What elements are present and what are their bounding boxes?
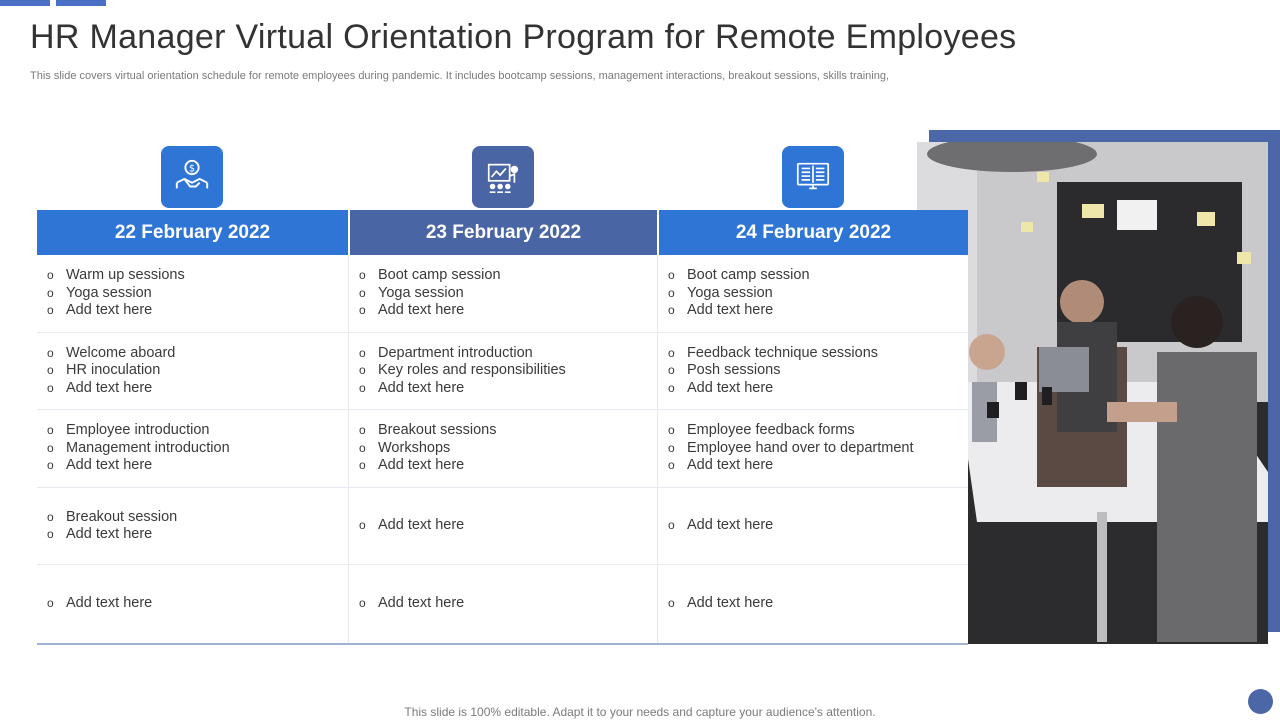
- list-item-text: Add text here: [66, 302, 153, 319]
- list-item-text: Welcome aboard: [66, 344, 176, 361]
- bullet-marker: o: [359, 285, 366, 300]
- list-item: [668, 422, 968, 440]
- list-item: [359, 362, 657, 380]
- bullet-marker: o: [47, 509, 54, 524]
- schedule-cell: [37, 488, 348, 566]
- list-item: [359, 380, 657, 398]
- list-item-text: Employee hand over to department: [687, 439, 914, 456]
- list-item-text: Breakout sessions: [378, 422, 497, 439]
- bullet-marker: o: [359, 440, 366, 455]
- list-item: [359, 345, 657, 363]
- list-item: [668, 380, 968, 398]
- list-item-text: Add text here: [378, 595, 465, 612]
- bullet-marker: o: [47, 345, 54, 360]
- orientation-schedule-table: [37, 210, 968, 645]
- slide-subtitle: This slide covers virtual orientation schedule for remote employees during pandemic. It includes bootcamp sessions, management interactions, breakout sessions, skills training,: [30, 70, 890, 82]
- list-item-text: Department introduction: [378, 344, 533, 361]
- bullet-marker: o: [668, 285, 675, 300]
- list-item: [668, 517, 968, 535]
- list-item-text: Boot camp session: [687, 267, 810, 284]
- list-item-text: Breakout session: [66, 508, 178, 525]
- schedule-cell: [37, 410, 348, 488]
- column-header-day-3: 24 February 2022: [659, 210, 968, 255]
- bullet-marker: o: [668, 268, 675, 283]
- list-item: [359, 285, 657, 303]
- list-item: [47, 267, 348, 285]
- list-item-text: Management introduction: [66, 439, 230, 456]
- bullet-marker: o: [47, 285, 54, 300]
- list-item: [668, 285, 968, 303]
- bullet-marker: o: [359, 303, 366, 318]
- bullet-marker: o: [47, 423, 54, 438]
- list-item-text: Employee introduction: [66, 422, 210, 439]
- schedule-cell: [349, 333, 657, 411]
- top-accent-tab: [56, 0, 106, 6]
- bullet-marker: o: [668, 518, 675, 533]
- list-item-text: Boot camp session: [378, 267, 501, 284]
- list-item: [47, 440, 348, 458]
- list-item: [47, 285, 348, 303]
- schedule-cell: [658, 565, 968, 643]
- schedule-cell: [658, 255, 968, 333]
- bullet-marker: o: [359, 423, 366, 438]
- list-item: [668, 440, 968, 458]
- list-item: [359, 457, 657, 475]
- list-item-text: Add text here: [687, 379, 774, 396]
- schedule-cell: [37, 565, 348, 643]
- list-item-text: Add text here: [66, 379, 153, 396]
- column-day-1: [37, 255, 348, 643]
- list-item-text: HR inoculation: [66, 362, 161, 379]
- column-header-day-2: 23 February 2022: [350, 210, 657, 255]
- list-item-text: Employee feedback forms: [687, 422, 855, 439]
- list-item: [668, 345, 968, 363]
- list-item: [359, 422, 657, 440]
- schedule-cell: [658, 488, 968, 566]
- schedule-cell: [349, 410, 657, 488]
- bullet-marker: o: [47, 268, 54, 283]
- list-item: [359, 267, 657, 285]
- top-accent-tab: [0, 0, 50, 6]
- list-item-text: Feedback technique sessions: [687, 344, 879, 361]
- list-item: [47, 302, 348, 320]
- list-item-text: Yoga session: [687, 284, 773, 301]
- list-item-text: Warm up sessions: [66, 267, 185, 284]
- list-item: [359, 440, 657, 458]
- list-item: [47, 457, 348, 475]
- bullet-marker: o: [47, 596, 54, 611]
- bullet-marker: o: [359, 345, 366, 360]
- list-item: [47, 526, 348, 544]
- bullet-marker: o: [359, 596, 366, 611]
- bullet-marker: o: [668, 423, 675, 438]
- bullet-marker: o: [47, 380, 54, 395]
- schedule-cell: [658, 333, 968, 411]
- list-item-text: Add text here: [378, 517, 465, 534]
- list-item: [47, 595, 348, 613]
- team-meeting-photo: [917, 142, 1268, 644]
- list-item: [47, 380, 348, 398]
- bullet-marker: o: [668, 596, 675, 611]
- bullet-marker: o: [47, 303, 54, 318]
- list-item-text: Key roles and responsibilities: [378, 362, 566, 379]
- bullet-marker: o: [668, 363, 675, 378]
- list-item-text: Yoga session: [378, 284, 464, 301]
- bullet-marker: o: [359, 363, 366, 378]
- list-item-text: Add text here: [378, 379, 465, 396]
- list-item: [359, 517, 657, 535]
- list-item-text: Posh sessions: [687, 362, 781, 379]
- bullet-marker: o: [668, 303, 675, 318]
- bullet-marker: o: [47, 458, 54, 473]
- bullet-marker: o: [47, 440, 54, 455]
- slide-footer: This slide is 100% editable. Adapt it to your needs and capture your audience's attention.: [404, 705, 876, 719]
- list-item: [47, 422, 348, 440]
- schedule-cell: [349, 565, 657, 643]
- svg-text:$: $: [188, 163, 196, 175]
- list-item: [47, 362, 348, 380]
- schedule-cell: [658, 410, 968, 488]
- presentation-chart-icon: [472, 146, 534, 208]
- corner-dot: [1248, 689, 1273, 714]
- list-item: [668, 267, 968, 285]
- list-item: [668, 362, 968, 380]
- list-item-text: Workshops: [378, 439, 451, 456]
- handshake-dollar-icon: [161, 146, 223, 208]
- bullet-marker: o: [668, 345, 675, 360]
- column-day-3: [658, 255, 968, 643]
- list-item: [668, 595, 968, 613]
- list-item: [47, 345, 348, 363]
- bullet-marker: o: [47, 527, 54, 542]
- list-item: [359, 595, 657, 613]
- list-item: [359, 302, 657, 320]
- bullet-marker: o: [668, 440, 675, 455]
- list-item-text: Add text here: [66, 457, 153, 474]
- list-item: [668, 302, 968, 320]
- open-book-monitor-icon: [782, 146, 844, 208]
- list-item-text: Add text here: [378, 302, 465, 319]
- list-item: [668, 457, 968, 475]
- bullet-marker: o: [359, 518, 366, 533]
- bullet-marker: o: [359, 268, 366, 283]
- list-item-text: Yoga session: [66, 284, 152, 301]
- list-item-text: Add text here: [66, 595, 153, 612]
- column-header-day-1: 22 February 2022: [37, 210, 348, 255]
- column-day-2: [349, 255, 657, 643]
- list-item-text: Add text here: [66, 526, 153, 543]
- schedule-cell: [37, 333, 348, 411]
- bullet-marker: o: [668, 458, 675, 473]
- schedule-cell: [349, 488, 657, 566]
- bullet-marker: o: [359, 380, 366, 395]
- bullet-marker: o: [668, 380, 675, 395]
- schedule-cell: [37, 255, 348, 333]
- list-item-text: Add text here: [687, 517, 774, 534]
- slide-title: HR Manager Virtual Orientation Program for Remote Employees: [30, 18, 1017, 56]
- list-item-text: Add text here: [687, 457, 774, 474]
- list-item-text: Add text here: [687, 595, 774, 612]
- list-item-text: Add text here: [687, 302, 774, 319]
- list-item-text: Add text here: [378, 457, 465, 474]
- list-item: [47, 509, 348, 527]
- bullet-marker: o: [359, 458, 366, 473]
- schedule-cell: [349, 255, 657, 333]
- bullet-marker: o: [47, 363, 54, 378]
